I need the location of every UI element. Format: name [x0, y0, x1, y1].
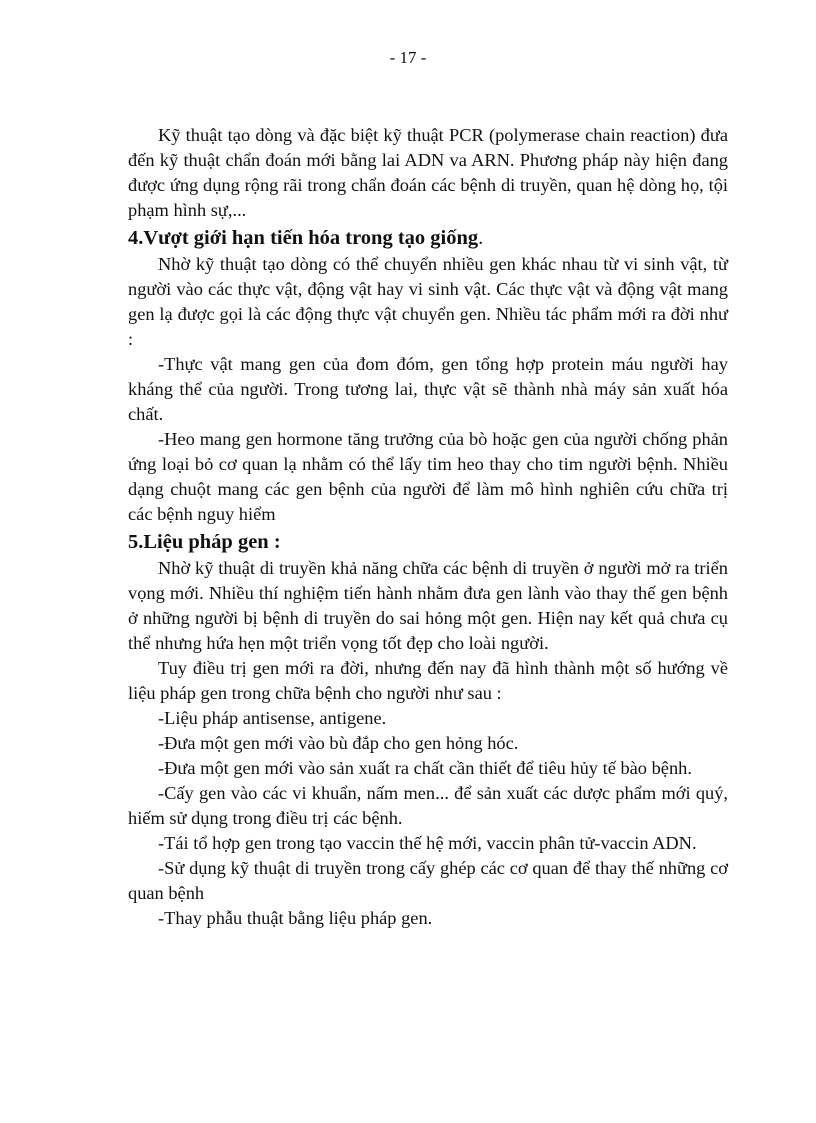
section-5-list-item: -Liệu pháp antisense, antigene.: [158, 708, 387, 728]
section-5-list-item: -Cấy gen vào các vi khuẩn, nấm men... để sản xuất các dược phẩm mới quý, hiếm sử dụng trong điều trị các bệnh.: [128, 783, 728, 828]
section-5-paragraph: Nhờ kỹ thuật di truyền khả năng chữa các bệnh di truyền ở người mở ra triển vọng mới. Nhiều thí nghiệm tiến hành nhằm đưa gen lành vào thay thế gen bệnh ở những người bị bệnh di truyền do sai hỏng một gen. Hiện nay kết quả chưa cụ thể nhưng hứa hẹn một triển vọng tốt đẹp cho loài người.: [128, 558, 728, 653]
section-4-paragraph: Nhờ kỹ thuật tạo dòng có thể chuyển nhiều gen khác nhau từ vi sinh vật, từ người vào các thực vật, động vật hay vi sinh vật. Các thực vật và động vật mang gen lạ được gọi là các động thực vật chuyển gen. Nhiều tác phẩm mới ra đời như :: [128, 254, 728, 349]
page-number: - 17 -: [389, 48, 427, 67]
section-5-list-item: -Sử dụng kỹ thuật di truyền trong cấy ghép các cơ quan để thay thế những cơ quan bệnh: [128, 858, 728, 903]
section-4-heading: [128, 225, 728, 252]
intro-paragraph: Kỹ thuật tạo dòng và đặc biệt kỹ thuật PCR (polymerase chain reaction) đưa đến kỹ thuật chẩn đoán mới bằng lai ADN va ARN. Phương pháp này hiện đang được ứng dụng rộng rãi trong chẩn đoán các bệnh di truyền, quan hệ dòng họ, tội phạm hình sự,...: [128, 125, 728, 220]
document-body: [128, 123, 728, 931]
section-4-paragraph: -Heo mang gen hormone tăng trưởng của bò hoặc gen của người chống phản ứng loại bỏ cơ quan lạ nhằm có thể lấy tim heo thay cho tim người bệnh. Nhiều dạng chuột mang các gen bệnh của người để làm mô hình nghiên cứu chữa trị các bệnh nguy hiểm: [128, 429, 728, 524]
section-4-heading-punct: .: [478, 227, 484, 249]
section-5-list-item: -Đưa một gen mới vào bù đắp cho gen hỏng hóc.: [158, 733, 519, 753]
section-5-paragraph: Tuy điều trị gen mới ra đời, nhưng đến nay đã hình thành một số hướng về liệu pháp gen trong chữa bệnh cho người như sau :: [128, 658, 728, 703]
section-5-list-item: -Tái tổ hợp gen trong tạo vaccin thế hệ mới, vaccin phân tử-vaccin ADN.: [158, 833, 697, 853]
section-4-heading-text: 4.Vượt giới hạn tiến hóa trong tạo giống: [128, 227, 479, 249]
section-5-list-item: -Đưa một gen mới vào sản xuất ra chất cần thiết để tiêu hủy tế bào bệnh.: [158, 758, 692, 778]
section-5-list-item: -Thay phẫu thuật bằng liệu pháp gen.: [158, 908, 433, 928]
section-5-heading: 5.Liệu pháp gen :: [128, 531, 281, 553]
section-4-paragraph: -Thực vật mang gen của đom đóm, gen tổng hợp protein máu người hay kháng thể của người. Trong tương lai, thực vật sẽ thành nhà máy sản xuất hóa chất.: [128, 354, 728, 424]
